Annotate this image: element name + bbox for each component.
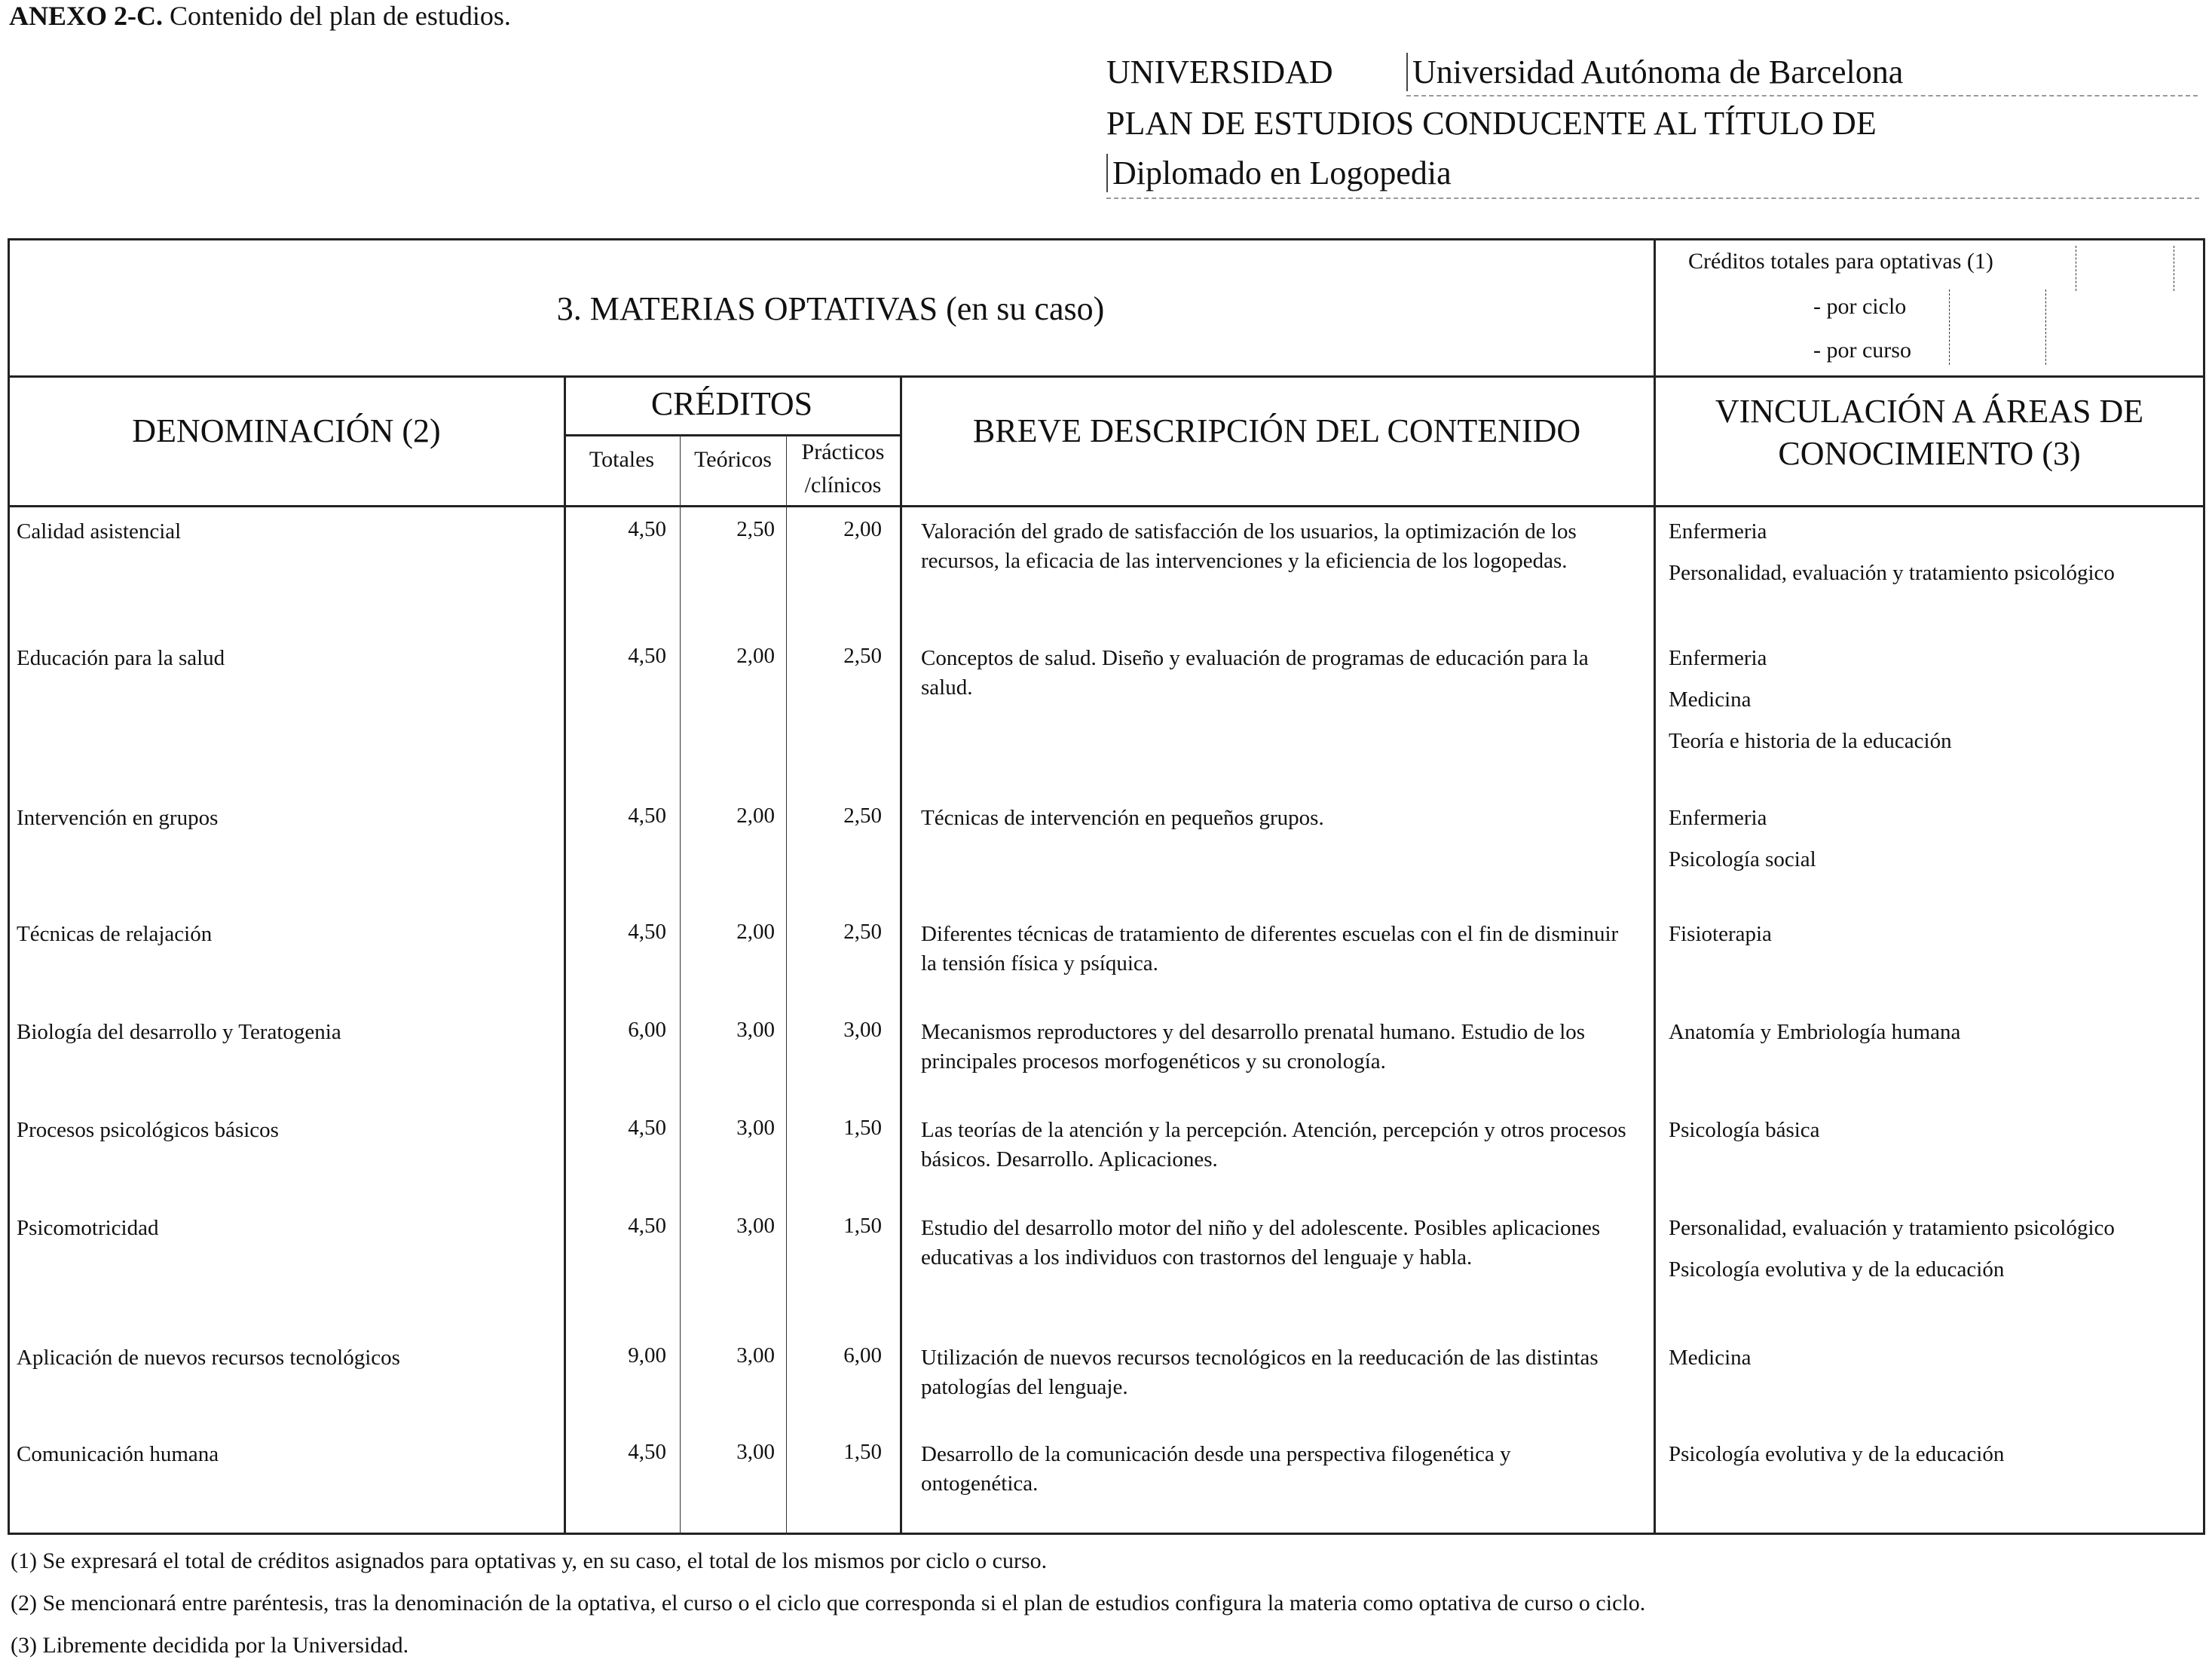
area-item: Psicología social — [1669, 847, 1816, 871]
subject-name: Calidad asistencial — [17, 519, 182, 544]
credits-theory: 2,00 — [736, 920, 775, 944]
area-item: Enfermeria — [1669, 519, 1767, 544]
column-areas-line1: VINCULACIÓN A ÁREAS DE — [1715, 393, 2144, 430]
plan-title: PLAN DE ESTUDIOS CONDUCENTE AL TÍTULO DE — [1106, 105, 1877, 142]
subject-description: Diferentes técnicas de tratamiento de diferentes escuelas con el fin de disminuir la tensión física y psíquica. — [921, 922, 1619, 975]
credits-practice: 1,50 — [843, 1214, 882, 1238]
area-item: Psicología evolutiva y de la educación — [1669, 1442, 2005, 1466]
per-cycle-label: - por ciclo — [1813, 294, 1907, 319]
area-list — [1669, 804, 2196, 887]
degree-underline — [1106, 198, 2199, 199]
area-item: Personalidad, evaluación y tratamiento psicológico — [1669, 561, 2115, 585]
table-rule — [8, 505, 2205, 507]
subject-description: Técnicas de intervención en pequeños grupos. — [921, 806, 1324, 830]
credits-practice: 6,00 — [843, 1343, 882, 1367]
column-practical-line2: /clínicos — [804, 473, 882, 498]
university-value: Universidad Autónoma de Barcelona — [1406, 53, 1903, 91]
footnote-2: (2) Se mencionará entre paréntesis, tras la denominación de la optativa, el curso o el ciclo que corresponda si el plan de estudios configura la materia como optativa de curso o ciclo. — [11, 1591, 1646, 1615]
degree-title: Diplomado en Logopedia — [1106, 154, 1452, 192]
area-list — [1669, 517, 2196, 600]
column-practical — [786, 436, 900, 502]
annex-label: ANEXO 2-C. — [9, 1, 163, 31]
subject-description: Utilización de nuevos recursos tecnológicos en la reeducación de las distintas patologías del lenguaje. — [921, 1346, 1599, 1399]
subject-name: Intervención en grupos — [17, 806, 219, 830]
credits-total: 4,50 — [628, 920, 666, 944]
subject-description: Valoración del grado de satisfacción de los usuarios, la optimización de los recursos, la eficacia de las intervenciones y la eficiencia de los logopedas. — [921, 519, 1577, 573]
credits-practice: 2,00 — [843, 517, 882, 541]
area-list — [1669, 920, 2196, 961]
area-list — [1669, 1343, 2196, 1385]
area-item: Psicología básica — [1669, 1118, 1820, 1142]
subject-name: Educación para la salud — [17, 646, 225, 670]
credits-theory: 2,50 — [736, 517, 775, 541]
university-label: UNIVERSIDAD — [1106, 54, 1333, 90]
subject-description: Desarrollo de la comunicación desde una perspectiva filogenética y ontogenética. — [921, 1442, 1511, 1496]
subject-name: Biología del desarrollo y Teratogenia — [17, 1020, 341, 1044]
credits-box-rule — [2045, 289, 2046, 365]
table-rule — [8, 375, 2205, 378]
subject-description: Conceptos de salud. Diseño y evaluación de programas de educación para la salud. — [921, 646, 1589, 700]
subject-name: Aplicación de nuevos recursos tecnológicos — [17, 1346, 400, 1370]
annex-title — [9, 0, 511, 32]
table-rule — [900, 375, 902, 1535]
credits-total: 4,50 — [628, 1214, 666, 1238]
credits-practice: 2,50 — [843, 644, 882, 668]
credits-total: 4,50 — [628, 1116, 666, 1140]
subject-description: Mecanismos reproductores y del desarrollo prenatal humano. Estudio de los principales procesos morfogenéticos y su cronología. — [921, 1020, 1586, 1073]
university-underline — [1406, 95, 2198, 96]
table-rule — [680, 434, 681, 1535]
subject-description: Estudio del desarrollo motor del niño y del adolescente. Posibles aplicaciones educativas a los individuos con trastornos del lenguaje y habla. — [921, 1216, 1601, 1269]
credits-practice: 1,50 — [843, 1440, 882, 1464]
credits-theory: 3,00 — [736, 1018, 775, 1042]
credits-theory: 2,00 — [736, 644, 775, 668]
area-list — [1669, 644, 2196, 768]
credits-total-label: Créditos totales para optativas (1) — [1688, 249, 1993, 274]
credits-practice: 2,50 — [843, 920, 882, 944]
credits-practice: 1,50 — [843, 1116, 882, 1140]
credits-practice: 2,50 — [843, 804, 882, 828]
credits-total: 4,50 — [628, 1440, 666, 1464]
credits-practice: 3,00 — [843, 1018, 882, 1042]
footnote-1: (1) Se expresará el total de créditos asignados para optativas y, en su caso, el total de los mismos por ciclo o curso. — [11, 1548, 1048, 1573]
table-rule — [786, 434, 787, 1535]
area-item: Medicina — [1669, 688, 1752, 712]
area-item: Personalidad, evaluación y tratamiento psicológico — [1669, 1216, 2115, 1240]
credits-theory: 3,00 — [736, 1440, 775, 1464]
area-item: Enfermeria — [1669, 646, 1767, 670]
subject-name: Psicomotricidad — [17, 1216, 159, 1240]
area-list — [1669, 1214, 2196, 1297]
column-totals: Totales — [589, 447, 655, 472]
credits-total: 4,50 — [628, 804, 666, 828]
area-list — [1669, 1116, 2196, 1157]
subject-name: Comunicación humana — [17, 1442, 219, 1466]
credits-total: 6,00 — [628, 1018, 666, 1042]
credits-total: 9,00 — [628, 1343, 666, 1367]
area-item: Teoría e historia de la educación — [1669, 729, 1952, 753]
area-item: Anatomía y Embriología humana — [1669, 1020, 1961, 1044]
credits-total: 4,50 — [628, 644, 666, 668]
footnote-3: (3) Libremente decidida por la Universidad. — [11, 1633, 409, 1658]
table-rule — [1654, 238, 1656, 1535]
annex-subtitle: Contenido del plan de estudios. — [170, 1, 511, 31]
table-rule — [564, 375, 566, 1535]
subject-name: Procesos psicológicos básicos — [17, 1118, 279, 1142]
subject-description: Las teorías de la atención y la percepción. Atención, percepción y otros procesos básicos. Desarrollo. Aplicaciones. — [921, 1118, 1626, 1171]
credits-box-rule — [1949, 289, 1950, 365]
credits-theory: 3,00 — [736, 1343, 775, 1367]
area-list — [1669, 1018, 2196, 1059]
credits-theory: 2,00 — [736, 804, 775, 828]
subject-name: Técnicas de relajación — [17, 922, 213, 946]
area-item: Medicina — [1669, 1346, 1752, 1370]
per-course-label: - por curso — [1813, 338, 1911, 363]
column-areas-line2: CONOCIMIENTO (3) — [1778, 435, 2081, 472]
column-description: BREVE DESCRIPCIÓN DEL CONTENIDO — [972, 412, 1581, 449]
credits-theory: 3,00 — [736, 1116, 775, 1140]
area-list — [1669, 1440, 2196, 1481]
column-theoretical: Teóricos — [694, 447, 772, 472]
column-credits: CRÉDITOS — [650, 385, 813, 422]
area-item: Fisioterapia — [1669, 922, 1772, 946]
credits-total: 4,50 — [628, 517, 666, 541]
column-denomination: DENOMINACIÓN (2) — [132, 412, 441, 449]
area-item: Enfermeria — [1669, 806, 1767, 830]
credits-theory: 3,00 — [736, 1214, 775, 1238]
column-practical-line1: Prácticos — [801, 439, 885, 464]
section-title: 3. MATERIAS OPTATIVAS (en su caso) — [556, 290, 1105, 327]
area-item: Psicología evolutiva y de la educación — [1669, 1257, 2005, 1282]
